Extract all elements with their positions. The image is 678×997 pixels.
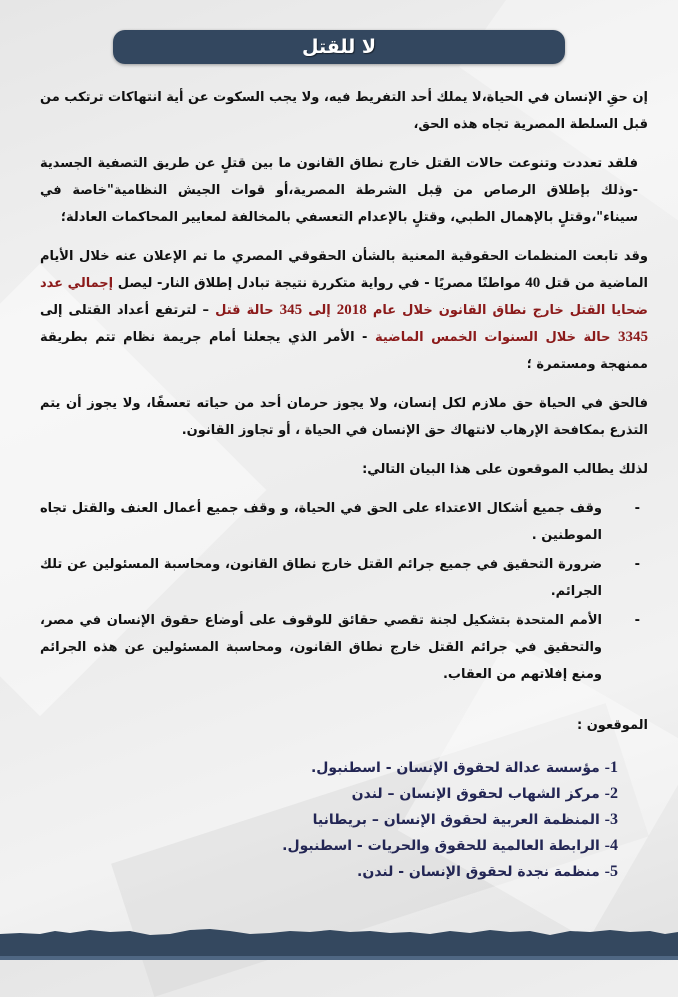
- signer-name: الرابطة العالمية للحقوق والحريات - اسطنبول.: [282, 838, 605, 854]
- stats-highlight: إلى: [302, 303, 337, 318]
- demand-text: ضرورة التحقيق في جميع جرائم القتل خارج نطاق القانون، ومحاسبة المسئولين عن تلك الجرائم.: [40, 557, 602, 599]
- signer-item: [282, 807, 618, 833]
- paragraph-intro: إن حقِ الإنسان في الحياة،لا يملك أحد التفريط فيه، ولا يجب السكوت عن أية انتهاكات ترتكب من قبل السلطة المصرية تجاه هذه الحق،: [40, 90, 648, 132]
- demands-list: [40, 495, 648, 688]
- paragraph-right-to-life: فالحق في الحياة حق ملازم لكل إنسان، ولا يجوز حرمان أحد من حياته تعسفًا، ولا يجوز أن يتم التذرع بمكافحة الإرهاب لانتهاك حق الإنسان في الحياة ، أو تجاوز القانون.: [40, 396, 648, 438]
- signer-item: [282, 755, 618, 781]
- demand-text: وقف جميع أشكال الاعتداء على الحق في الحياة، و وقف جميع أعمال العنف والقتل تجاه الموطنين .: [40, 501, 602, 543]
- signer-number: 2-: [604, 785, 618, 802]
- stats-number: 40: [525, 275, 541, 291]
- signer-item: [282, 859, 618, 885]
- demand-text: الأمم المتحدة بتشكيل لجنة تقصي حقائق للوقوف على أوضاع حقوق الإنسان في مصر، والتحقيق في جرائم القتل خارج نطاق القانون، ومحاسبة المسئولين عن هذه الجرائم ومنع إفلاتهم من العقاب.: [40, 613, 602, 682]
- signer-number: 3-: [604, 811, 618, 828]
- signer-item: [282, 833, 618, 859]
- paragraph-demands-intro: لذلك يطالب الموقعون على هذا البيان التالي:: [362, 462, 648, 477]
- title-banner: [113, 30, 565, 64]
- signer-name: مركز الشهاب لحقوق الإنسان – لندن: [351, 786, 605, 802]
- signer-number: 4-: [604, 837, 618, 854]
- stats-number: 345: [279, 302, 303, 318]
- torn-paper-footer: [0, 918, 678, 960]
- signer-name: منظمة نجدة لحقوق الإنسان - لندن.: [357, 864, 605, 880]
- signer-name: مؤسسة عدالة لحقوق الإنسان - اسطنبول.: [310, 760, 605, 776]
- signer-name: المنظمة العربية لحقوق الإنسان – بريطانيا: [312, 812, 605, 828]
- paragraph-killing-types: فلقد تعددت وتنوعت حالات القتل خارج نطاق القانون ما بين قتلٍ عن طريق التصفية الجسدية -وذلك بإطلاق الرصاص من قِبل الشرطة المصرية،أو قوات الجيش النظامية"خاصة في سيناء"،وقتلٍ بالإهمال الطبي، وقتلٍ بالإعدام التعسفي بالمخالفة لمعايير المحاكمات العادلة؛: [40, 156, 638, 225]
- demand-item: [40, 495, 648, 549]
- statement-body: [40, 84, 648, 690]
- stats-number: 3345: [618, 329, 648, 345]
- stats-text: - الأمر الذي يجعلنا أمام جريمة نظام تتم بطريقة ممنهجة ومستمرة ؛: [40, 330, 648, 372]
- signers-list: [282, 755, 618, 885]
- stats-highlight: إجمالي عدد ضحايا القتل خارج نطاق القانون خلال عام: [40, 276, 648, 318]
- stats-text: مواطنًا مصريًا - في رواية متكررة نتيجة تبادل إطلاق النار- ليصل: [113, 276, 526, 291]
- paragraph-statistics: [40, 243, 648, 378]
- stats-highlight: حالة قتل: [215, 303, 280, 318]
- demand-item: [40, 607, 648, 688]
- stats-text: وقد تابعت المنظمات الحقوقية المعنية بالشأن الحقوقي المصري ما تم الإعلان عنه خلال الأيام الماضية من قتل: [40, 249, 648, 291]
- demand-item: [40, 551, 648, 605]
- stats-highlight: حالة خلال السنوات الخمس الماضية: [374, 330, 618, 345]
- signer-item: [282, 781, 618, 807]
- signer-number: 5-: [604, 863, 618, 880]
- stats-year: 2018: [336, 302, 367, 318]
- signer-number: 1-: [604, 759, 618, 776]
- signers-heading: الموقعون :: [576, 718, 648, 733]
- page-title: لا للقتل: [301, 36, 377, 58]
- torn-edge-shape: [0, 929, 678, 960]
- footer-stripe: [0, 956, 678, 960]
- dash-bullet: -: [634, 557, 640, 572]
- dash-bullet: -: [634, 613, 640, 628]
- stats-text: – لترتفع أعداد القتلى إلى: [40, 303, 216, 318]
- dash-bullet: -: [634, 501, 640, 516]
